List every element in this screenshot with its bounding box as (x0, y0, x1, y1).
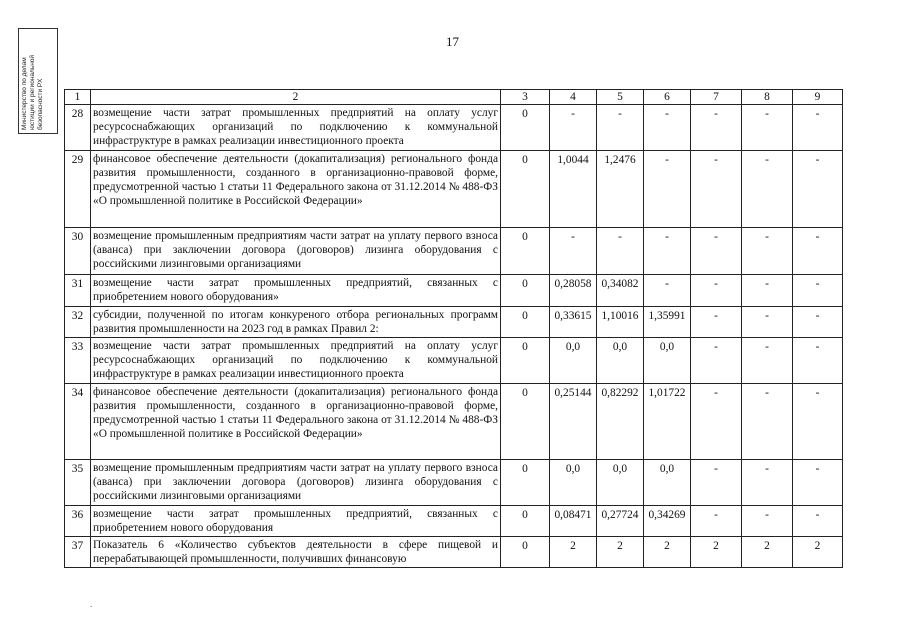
value-cell-col-5: 2 (597, 537, 644, 568)
column-header-8: 8 (742, 90, 793, 105)
value-cell-col-3: 0 (501, 275, 550, 307)
value-cell-col-5: 0,0 (597, 338, 644, 384)
stamp-line: Министерство по делам (21, 57, 28, 130)
value-cell-col-7: - (691, 506, 742, 537)
value-cell-col-4: 0,0 (550, 460, 597, 506)
table-row (65, 151, 843, 228)
value-cell-col-6: 2 (644, 537, 691, 568)
column-header-4: 4 (550, 90, 597, 105)
row-number: 36 (65, 506, 91, 537)
value-cell-col-3: 0 (501, 537, 550, 568)
column-header-1: 1 (65, 90, 91, 105)
value-cell-col-6: - (644, 275, 691, 307)
row-number: 32 (65, 307, 91, 338)
row-number: 35 (65, 460, 91, 506)
value-cell-col-5: 0,0 (597, 460, 644, 506)
value-cell-col-5: 1,2476 (597, 151, 644, 228)
value-cell-col-6: 1,35991 (644, 307, 691, 338)
row-number: 30 (65, 228, 91, 275)
row-number: 31 (65, 275, 91, 307)
row-description: возмещение промышленным предприятиям части затрат на уплату первого взноса (аванса) при заключении договора (договоров) лизинга оборудования с российскими лизинговыми организациями (91, 460, 501, 506)
table-row (65, 460, 843, 506)
value-cell-col-6: 1,01722 (644, 384, 691, 460)
value-cell-col-3: 0 (501, 338, 550, 384)
value-cell-col-8: - (742, 151, 793, 228)
value-cell-col-5: 0,82292 (597, 384, 644, 460)
value-cell-col-3: 0 (501, 460, 550, 506)
value-cell-col-3: 0 (501, 307, 550, 338)
column-header-6: 6 (644, 90, 691, 105)
row-description: финансовое обеспечение деятельности (докапитализация) регионального фонда развития промышленности, созданного в организационно-правовой форме, предусмотренной частью 1 статьи 11 Федерального закона от 31.12.2014 № 488-ФЗ «О промышленной политике в Российской Федерации» (91, 384, 501, 460)
row-description: возмещение части затрат промышленных предприятий на оплату услуг ресурсоснабжающих организаций по подключению к коммунальной инфраструктуре в рамках реализации инвестиционного проекта (91, 105, 501, 151)
value-cell-col-3: 0 (501, 384, 550, 460)
row-number: 37 (65, 537, 91, 568)
value-cell-col-9: - (793, 307, 843, 338)
value-cell-col-3: 0 (501, 151, 550, 228)
value-cell-col-9: - (793, 228, 843, 275)
row-description: финансовое обеспечение деятельности (докапитализация) регионального фонда развития промышленности, созданного в организационно-правовой форме, предусмотренной частью 1 статьи 11 Федерального закона от 31.12.2014 № 488-ФЗ «О промышленной политике в Российской Федерации» (91, 151, 501, 228)
value-cell-col-6: - (644, 228, 691, 275)
value-cell-col-8: - (742, 228, 793, 275)
value-cell-col-6: - (644, 151, 691, 228)
column-header-7: 7 (691, 90, 742, 105)
value-cell-col-5: - (597, 228, 644, 275)
table-row (65, 338, 843, 384)
value-cell-col-4: 1,0044 (550, 151, 597, 228)
page-number: 17 (446, 34, 459, 49)
value-cell-col-8: - (742, 275, 793, 307)
column-header-5: 5 (597, 90, 644, 105)
value-cell-col-8: - (742, 105, 793, 151)
row-description: субсидии, полученной по итогам конкуреного отбора региональных программ развития промышленности на 2023 год в рамках Правил 2: (91, 307, 501, 338)
value-cell-col-3: 0 (501, 506, 550, 537)
stamp-line: безопасности РХ (37, 78, 44, 130)
value-cell-col-8: 2 (742, 537, 793, 568)
value-cell-col-8: - (742, 338, 793, 384)
value-cell-col-7: - (691, 338, 742, 384)
value-cell-col-9: - (793, 151, 843, 228)
row-description: Показатель 6 «Количество субъектов деятельности в сфере пищевой и перерабатывающей промышленности, получивших финансовую (91, 537, 501, 568)
value-cell-col-8: - (742, 307, 793, 338)
value-cell-col-4: - (550, 228, 597, 275)
row-description: возмещение части затрат промышленных предприятий на оплату услуг ресурсоснабжающих организаций по подключению к коммунальной инфраструктуре в рамках реализации инвестиционного проекта (91, 338, 501, 384)
value-cell-col-9: - (793, 338, 843, 384)
table-row (65, 307, 843, 338)
value-cell-col-4: 0,28058 (550, 275, 597, 307)
value-cell-col-9: - (793, 384, 843, 460)
value-cell-col-9: 2 (793, 537, 843, 568)
value-cell-col-7: 2 (691, 537, 742, 568)
value-cell-col-8: - (742, 460, 793, 506)
column-header-2: 2 (91, 90, 501, 105)
row-number: 34 (65, 384, 91, 460)
value-cell-col-4: - (550, 105, 597, 151)
value-cell-col-9: - (793, 275, 843, 307)
table-row (65, 105, 843, 151)
value-cell-col-9: - (793, 105, 843, 151)
table-row (65, 275, 843, 307)
value-cell-col-7: - (691, 275, 742, 307)
value-cell-col-7: - (691, 105, 742, 151)
footer-mark: . (90, 599, 93, 609)
table-row (65, 506, 843, 537)
stamp-line: юстиции и региональной (29, 54, 36, 130)
row-description: возмещение части затрат промышленных предприятий, связанных с приобретением нового оборудования» (91, 275, 501, 307)
value-cell-col-5: 0,34082 (597, 275, 644, 307)
table-header-row (65, 90, 843, 105)
table-row (65, 228, 843, 275)
value-cell-col-7: - (691, 384, 742, 460)
row-number: 33 (65, 338, 91, 384)
table-row (65, 384, 843, 460)
value-cell-col-3: 0 (501, 105, 550, 151)
table-row (65, 537, 843, 568)
row-number: 29 (65, 151, 91, 228)
value-cell-col-6: 0,0 (644, 460, 691, 506)
value-cell-col-4: 0,33615 (550, 307, 597, 338)
value-cell-col-7: - (691, 460, 742, 506)
value-cell-col-6: 0,0 (644, 338, 691, 384)
column-header-3: 3 (501, 90, 550, 105)
row-description: возмещение промышленным предприятиям части затрат на уплату первого взноса (аванса) при заключении договора (договоров) лизинга оборудования с российскими лизинговыми организациями (91, 228, 501, 275)
value-cell-col-6: 0,34269 (644, 506, 691, 537)
column-header-9: 9 (793, 90, 843, 105)
value-cell-col-8: - (742, 384, 793, 460)
value-cell-col-5: 0,27724 (597, 506, 644, 537)
value-cell-col-4: 0,0 (550, 338, 597, 384)
row-number: 28 (65, 105, 91, 151)
value-cell-col-7: - (691, 307, 742, 338)
value-cell-col-5: 1,10016 (597, 307, 644, 338)
value-cell-col-9: - (793, 506, 843, 537)
value-cell-col-4: 0,08471 (550, 506, 597, 537)
value-cell-col-6: - (644, 105, 691, 151)
indicator-table (64, 89, 843, 568)
value-cell-col-9: - (793, 460, 843, 506)
value-cell-col-7: - (691, 151, 742, 228)
value-cell-col-4: 2 (550, 537, 597, 568)
value-cell-col-5: - (597, 105, 644, 151)
row-description: возмещение части затрат промышленных предприятий, связанных с приобретением нового оборудования (91, 506, 501, 537)
value-cell-col-3: 0 (501, 228, 550, 275)
value-cell-col-8: - (742, 506, 793, 537)
value-cell-col-7: - (691, 228, 742, 275)
value-cell-col-4: 0,25144 (550, 384, 597, 460)
